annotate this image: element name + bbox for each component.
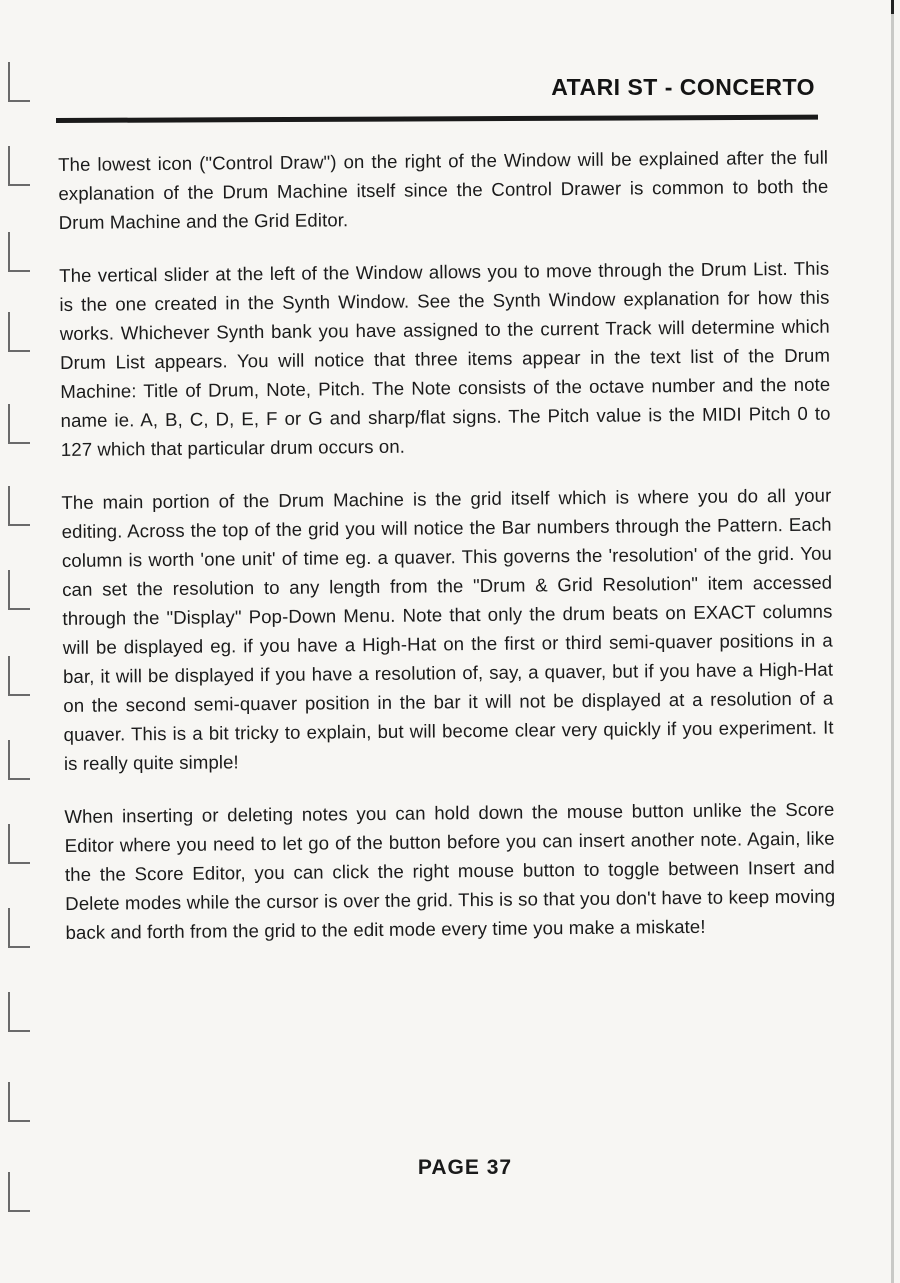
binding-mark	[8, 1172, 30, 1212]
binding-mark	[8, 992, 30, 1032]
binding-mark	[8, 740, 30, 780]
binding-mark	[8, 146, 30, 186]
paragraph: The lowest icon ("Control Draw") on the right of the Window will be explained after the full explanation of the Drum Machine itself since the Control Drawer is common to both the Drum Machine and the Grid Editor.	[58, 146, 829, 233]
binding-mark	[8, 570, 30, 610]
page-number: PAGE 37	[417, 1156, 513, 1179]
page-edge-corner	[891, 0, 894, 14]
page-edge	[891, 0, 894, 1283]
binding-mark	[8, 824, 30, 864]
binding-mark	[8, 312, 30, 352]
paragraph: When inserting or deleting notes you can hold down the mouse button unlike the Score Editor where you need to let go of the button before you can insert another note. Again, like the the Score Editor, you can click the right mouse button to toggle between Insert and Delete modes while the cursor is over the grid. This is so that you don't have to keep moving back and forth from the grid to the edit mode every time you make a miskate!	[64, 798, 836, 943]
binding-mark	[8, 486, 30, 526]
binding-mark	[8, 908, 30, 948]
binding-mark	[8, 232, 30, 272]
running-header: ATARI ST - CONCERTO	[551, 74, 815, 100]
paragraph: The main portion of the Drum Machine is the grid itself which is where you do all your editing. Across the top of the grid you will notice the Bar numbers through the Pattern. Each column is worth 'one unit' of time eg. a quaver. This governs the 'resolution' of the grid. You can set the resolution to any length from the "Drum & Grid Resolution" item accessed through the "Display" Pop-Down Menu. Note that only the drum beats on EXACT columns will be displayed eg. if you have a High-Hat on the first or third semi-quaver positions in a bar, it will be displayed if you have a resolution of, say, a quaver, but if you have a High-Hat on the second semi-quaver position in the bar it will not be displayed at a resolution of a quaver. This is a bit tricky to explain, but will become clear very quickly if you experiment. It is really quite simple!	[61, 484, 834, 774]
binding-mark	[8, 656, 30, 696]
binding-mark	[8, 1082, 30, 1122]
binding-mark	[8, 404, 30, 444]
body-text	[58, 143, 836, 971]
binding-mark	[8, 62, 30, 102]
paragraph: The vertical slider at the left of the Window allows you to move through the Drum List. This is the one created in the Synth Window. See the Synth Window explanation for how this works. Whichever Synth bank you have assigned to the current Track will determine which Drum List appears. You will notice that three items appear in the text list of the Drum Machine: Title of Drum, Note, Pitch. The Note consists of the octave number and the note name ie. A, B, C, D, E, F or G and sharp/flat signs. The Pitch value is the MIDI Pitch 0 to 127 which that particular drum occurs on.	[59, 257, 831, 460]
header-rule	[56, 115, 818, 123]
